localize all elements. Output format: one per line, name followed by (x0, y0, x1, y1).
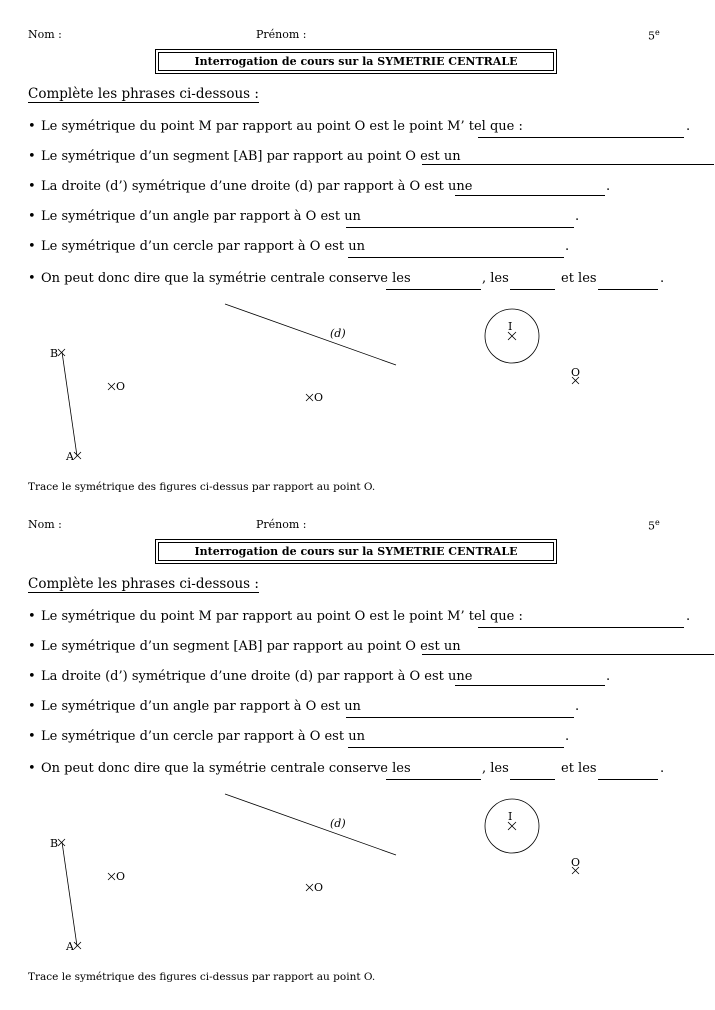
cross-o-1 (108, 873, 115, 880)
cross-o-2 (306, 394, 313, 401)
cross-i (508, 822, 516, 830)
bullet: • (28, 119, 36, 134)
nom-label: Nom : (28, 28, 62, 41)
label-d: (d) (330, 817, 346, 830)
line-d (225, 304, 396, 365)
prenom-label: Prénom : (256, 28, 307, 41)
bullet: • (28, 179, 36, 194)
label-i: I (508, 320, 513, 333)
sentence-6: On peut donc dire que la symétrie centrale conserve les (41, 761, 411, 776)
worksheet-title: Interrogation de cours sur la SYMETRIE CENTRALE (158, 542, 554, 561)
bullet: • (28, 609, 36, 624)
label-o: O (116, 870, 126, 883)
cross-o-1 (108, 383, 115, 390)
footer-instruction: Trace le symétrique des figures ci-dessus par rapport au point O. (28, 971, 376, 983)
bullet: • (28, 669, 36, 684)
cross-b (58, 839, 65, 846)
cross-a (74, 452, 81, 459)
label-o: O (571, 856, 581, 869)
instruction-heading: Complète les phrases ci-dessous : (28, 86, 259, 102)
level-label: 5e (648, 28, 660, 43)
label-a: A (66, 450, 74, 463)
sentence-3: La droite (d’) symétrique d’une droite (d) par rapport à O est une (41, 179, 473, 194)
label-o: O (571, 366, 581, 379)
sentence-4: Le symétrique d’un angle par rapport à O est un (41, 209, 361, 224)
sentence-6: On peut donc dire que la symétrie centrale conserve les (41, 271, 411, 286)
cross-o-2 (306, 884, 313, 891)
instruction-heading: Complète les phrases ci-dessous : (28, 576, 259, 592)
sentence-1: Le symétrique du point M par rapport au point O est le point M’ tel que : (41, 119, 523, 134)
segment-ab (62, 842, 77, 946)
worksheet-copy-1: Nom : Prénom : 5e Interrogation de cours sur la SYMETRIE CENTRALE Complète les phrases ci-dessous : • Le symétrique du point M par rapport au point O est le point M’ tel que : . • Le symétrique d’un segment [AB] par rapport au point O est un • La droite (d’) symétrique d’une droite (d) par rapport à O est une . • Le symétrique d’un angle par rapport à O est un . • Le symétrique d’un cercle par rapport à O est un . • On peut donc dire que la symétrie centrale conserve les , les et les . B A O O (d) I O Trace le symétrique des figures ci-dessus par rapport au point O. (0, 0, 715, 490)
prenom-label: Prénom : (256, 518, 307, 531)
bullet: • (28, 209, 36, 224)
label-o: O (314, 391, 324, 404)
label-o: O (314, 881, 324, 894)
worksheet-title: Interrogation de cours sur la SYMETRIE CENTRALE (158, 52, 554, 71)
bullet: • (28, 239, 36, 254)
label-d: (d) (330, 327, 346, 340)
segment-ab (62, 352, 77, 456)
cross-a (74, 942, 81, 949)
label-i: I (508, 810, 513, 823)
sentence-1: Le symétrique du point M par rapport au point O est le point M’ tel que : (41, 609, 523, 624)
label-b: B (50, 347, 59, 360)
label-o: O (116, 380, 126, 393)
footer-instruction: Trace le symétrique des figures ci-dessus par rapport au point O. (28, 481, 376, 493)
bullet: • (28, 149, 36, 164)
label-b: B (50, 837, 59, 850)
sentence-5: Le symétrique d’un cercle par rapport à O est un (41, 729, 365, 744)
bullet: • (28, 271, 36, 286)
figures (0, 490, 715, 980)
sentence-3: La droite (d’) symétrique d’une droite (d) par rapport à O est une (41, 669, 473, 684)
cross-b (58, 349, 65, 356)
bullet: • (28, 729, 36, 744)
line-d (225, 794, 396, 855)
level-label: 5e (648, 518, 660, 533)
nom-label: Nom : (28, 518, 62, 531)
sentence-4: Le symétrique d’un angle par rapport à O est un (41, 699, 361, 714)
bullet: • (28, 699, 36, 714)
label-a: A (66, 940, 74, 953)
figures (0, 0, 715, 490)
cross-i (508, 332, 516, 340)
sentence-2: Le symétrique d’un segment [AB] par rapport au point O est un (41, 149, 461, 164)
bullet: • (28, 761, 36, 776)
bullet: • (28, 639, 36, 654)
worksheet-copy-2: Nom : Prénom : 5e Interrogation de cours sur la SYMETRIE CENTRALE Complète les phrases ci-dessous : • Le symétrique du point M par rapport au point O est le point M’ tel que : . • Le symétrique d’un segment [AB] par rapport au point O est un • La droite (d’) symétrique d’une droite (d) par rapport à O est une . • Le symétrique d’un angle par rapport à O est un . • Le symétrique d’un cercle par rapport à O est un . • On peut donc dire que la symétrie centrale conserve les , les et les . B A O O (d) I O Trace le symétrique des figures ci-dessus par rapport au point O. (0, 490, 715, 980)
sentence-5: Le symétrique d’un cercle par rapport à O est un (41, 239, 365, 254)
sentence-2: Le symétrique d’un segment [AB] par rapport au point O est un (41, 639, 461, 654)
